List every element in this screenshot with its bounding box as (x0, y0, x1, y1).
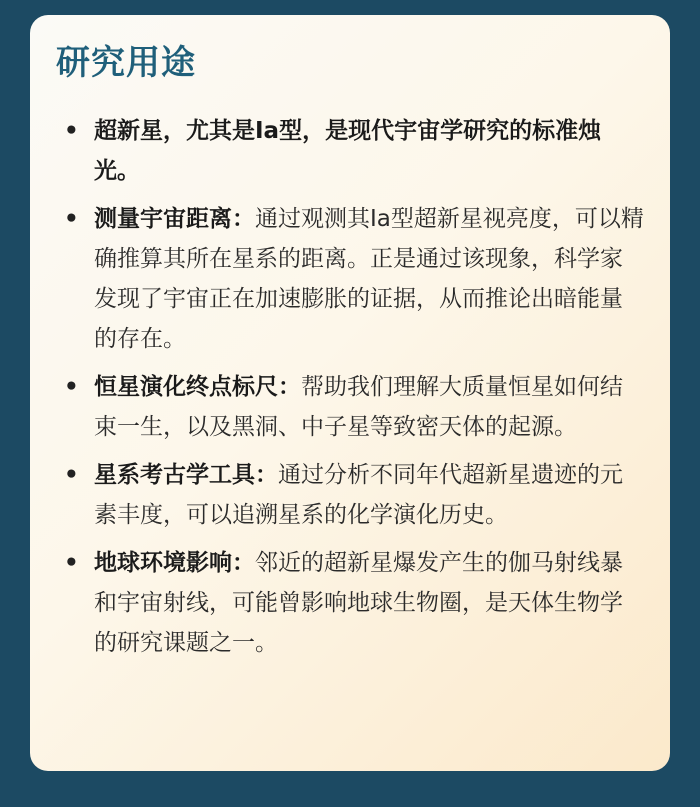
item-title: 超新星，尤其是Ia型，是现代宇宙学研究的标准烛光。 (94, 118, 602, 184)
bullet-icon: • (64, 206, 79, 232)
item-description: 通过分析不同年代超新星遗迹的元素丰度，可以追溯星系的化学演化历史。 (94, 462, 623, 528)
item-title: 恒星演化终点标尺： (94, 374, 301, 400)
research-uses-card (30, 15, 670, 771)
item-title: 测量宇宙距离： (94, 206, 255, 232)
list-item-earth-impact (56, 543, 644, 663)
bullet-icon: • (64, 462, 79, 488)
item-title: 星系考古学工具： (94, 462, 278, 488)
list-item-galactic-archaeology (56, 455, 644, 535)
item-description: 帮助我们理解大质量恒星如何结束一生，以及黑洞、中子星等致密天体的起源。 (94, 374, 623, 440)
bullet-icon: • (64, 550, 79, 576)
research-uses-list (56, 111, 644, 663)
card-title: 研究用途 (56, 43, 196, 83)
bullet-icon: • (64, 118, 79, 144)
list-item-stellar-evolution (56, 367, 644, 447)
item-title: 地球环境影响： (94, 550, 255, 576)
item-description: 通过观测其Ia型超新星视亮度，可以精确推算其所在星系的距离。正是通过该现象，科学家发现了宇宙正在加速膨胀的证据，从而推论出暗能量的存在。 (94, 206, 644, 352)
bullet-icon: • (64, 374, 79, 400)
list-item-cosmic-distance (56, 199, 644, 359)
list-item-standard-candle (56, 111, 644, 191)
item-description: 邻近的超新星爆发产生的伽马射线暴和宇宙射线，可能曾影响地球生物圈，是天体生物学的研究课题之一。 (94, 550, 623, 656)
